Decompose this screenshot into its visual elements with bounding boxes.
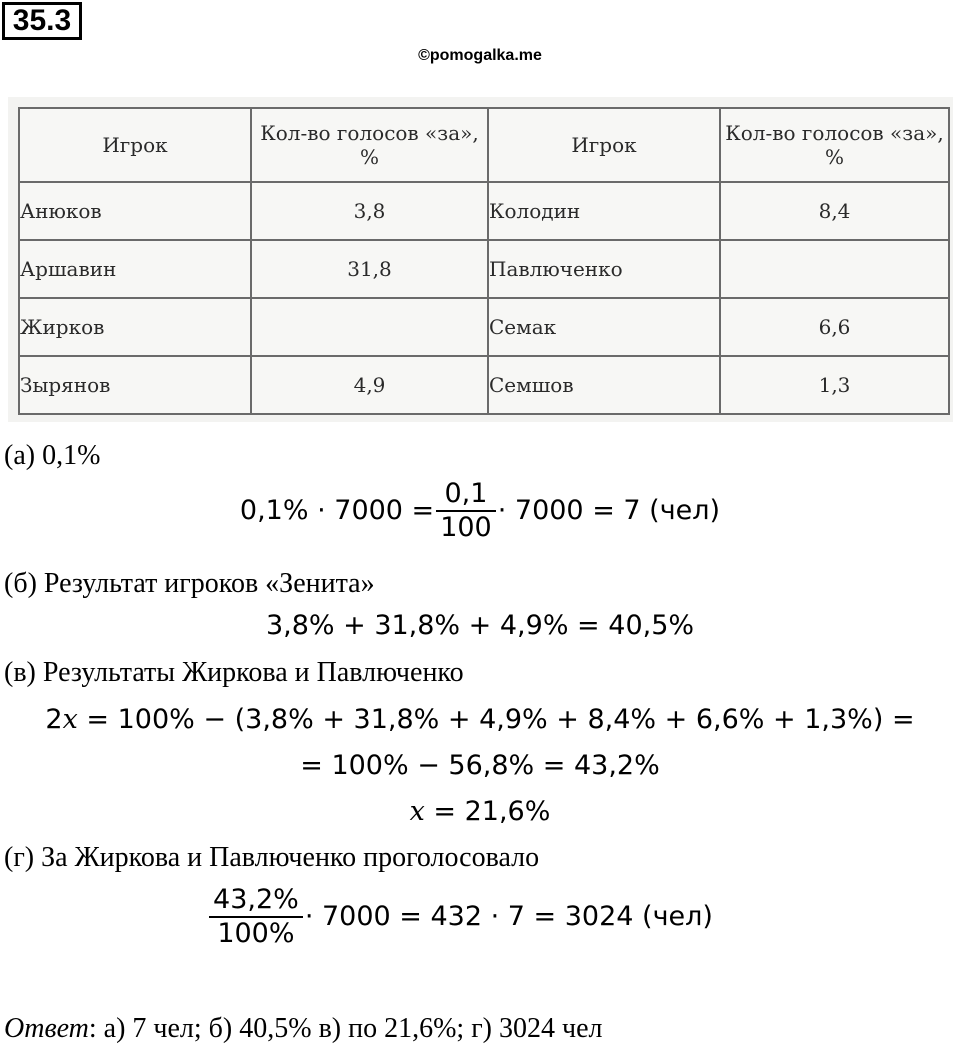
votes-table <box>18 107 950 415</box>
player-name: Жирков <box>19 298 251 356</box>
answer-label: Ответ <box>4 1013 89 1044</box>
fraction-denominator: 100% <box>217 918 295 950</box>
part-a-label: (а) 0,1% <box>4 440 101 471</box>
part-a-expr-left: 0,1% · 7000 = <box>239 494 435 526</box>
fraction <box>436 478 496 545</box>
table-header: Кол-во голосов «за», % <box>251 108 488 182</box>
part-v-label: (в) Результаты Жиркова и Павлюченко <box>4 657 464 688</box>
table-header: Кол-во голосов «за», % <box>720 108 949 182</box>
table-header: Игрок <box>488 108 720 182</box>
task-number: 35.3 <box>2 2 82 40</box>
part-b-label: (б) Результат игроков «Зенита» <box>4 568 375 599</box>
vote-percent: 1,3 <box>720 356 949 414</box>
part-v-equation-2: = 100% − 56,8% = 43,2% <box>300 750 660 781</box>
part-a-equation <box>0 478 960 545</box>
vote-percent: 8,4 <box>720 182 949 240</box>
part-v-expr3: = 21,6% <box>424 796 551 827</box>
vote-percent <box>720 240 949 298</box>
part-a-expr-right: · 7000 = 7 (чел) <box>497 494 721 526</box>
vote-percent: 31,8 <box>251 240 488 298</box>
part-v-equation-1 <box>0 704 960 735</box>
fraction-denominator: 100 <box>440 512 492 544</box>
part-v-equation-3 <box>0 796 960 827</box>
part-g-equation <box>0 884 940 951</box>
answer-text: : а) 7 чел; б) 40,5% в) по 21,6%; г) 3024 чел <box>88 1013 603 1044</box>
player-name: Семшов <box>488 356 720 414</box>
table-row <box>19 240 949 298</box>
table-row <box>19 182 949 240</box>
player-name: Колодин <box>488 182 720 240</box>
table-header: Игрок <box>19 108 251 182</box>
fraction <box>209 884 303 951</box>
table-row <box>19 356 949 414</box>
player-name: Павлюченко <box>488 240 720 298</box>
fraction-numerator: 0,1 <box>436 478 496 512</box>
part-b-equation: 3,8% + 31,8% + 4,9% = 40,5% <box>265 610 695 641</box>
vote-percent <box>251 298 488 356</box>
part-v-expr1: = 100% − (3,8% + 31,8% + 4,9% + 8,4% + 6,6% + 1,3%) = <box>77 704 915 735</box>
table-header-row <box>19 108 949 182</box>
player-name: Зырянов <box>19 356 251 414</box>
part-g-expr-right: · 7000 = 432 · 7 = 3024 (чел) <box>304 900 713 932</box>
variable-x: x <box>409 796 425 827</box>
table-row <box>19 298 949 356</box>
fraction-numerator: 43,2% <box>209 884 303 918</box>
part-g-label: (г) За Жиркова и Павлюченко проголосовало <box>4 842 540 873</box>
answer-line <box>4 1013 603 1045</box>
part-v-coefficient: 2 <box>45 704 63 735</box>
vote-percent: 4,9 <box>251 356 488 414</box>
player-name: Семак <box>488 298 720 356</box>
player-name: Аршавин <box>19 240 251 298</box>
vote-percent: 3,8 <box>251 182 488 240</box>
player-name: Анюков <box>19 182 251 240</box>
variable-x: x <box>62 704 78 735</box>
watermark: ©pomogalka.me <box>418 47 542 64</box>
vote-percent: 6,6 <box>720 298 949 356</box>
